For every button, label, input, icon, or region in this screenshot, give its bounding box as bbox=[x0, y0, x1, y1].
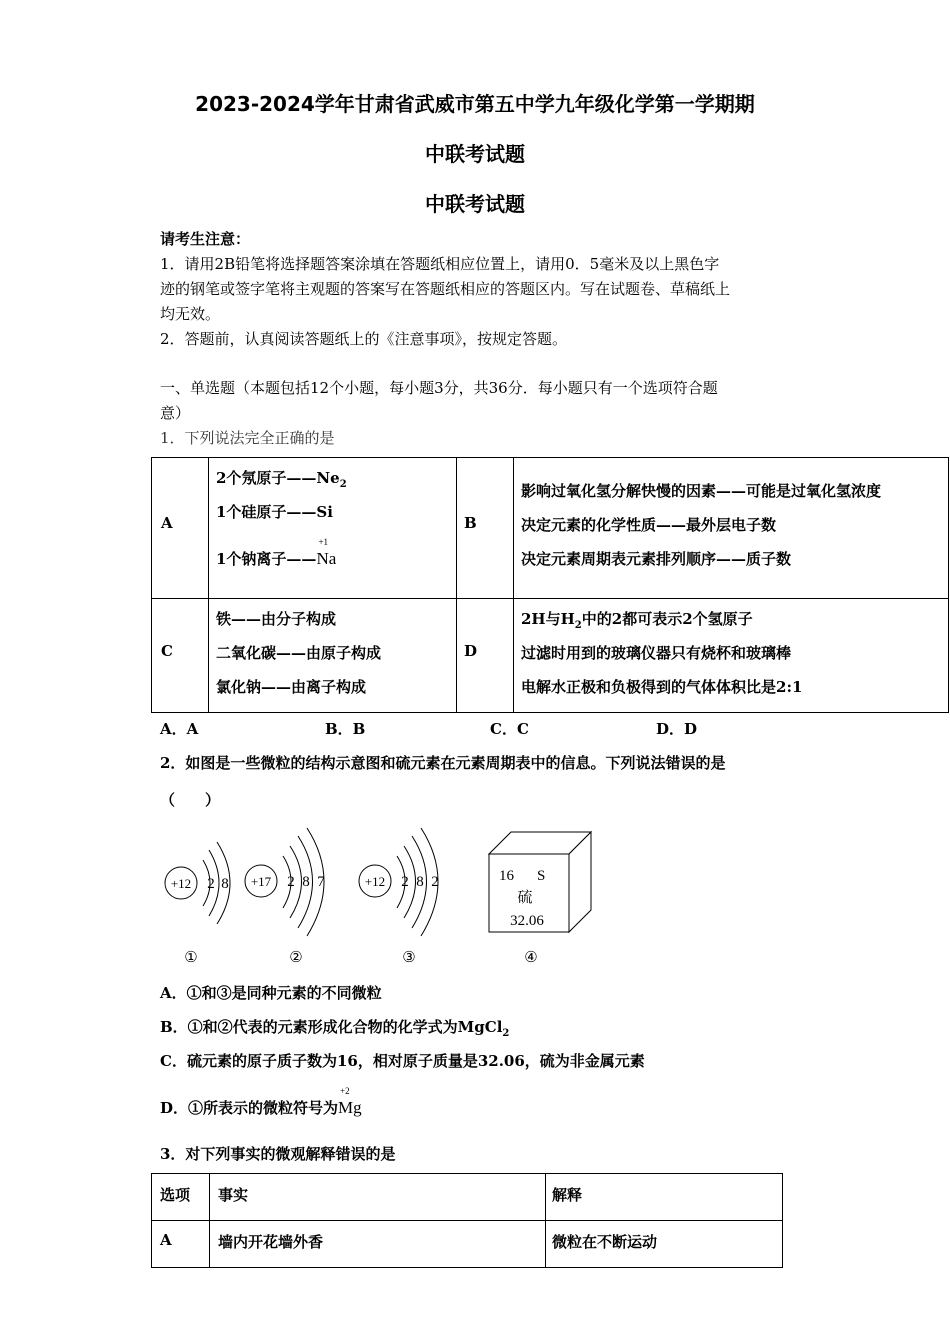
element-number: 16 bbox=[499, 868, 514, 884]
nucleus-charge: +12 bbox=[364, 874, 386, 889]
magnesium-ion-symbol: +2 Mg bbox=[338, 1086, 362, 1117]
q3-row-a-explanation: 微粒在不断运动 bbox=[552, 1233, 658, 1251]
q1-cell-c-line-2: 二氧化碳——由原子构成 bbox=[216, 644, 382, 662]
q3-header-fact: 事实 bbox=[218, 1186, 249, 1204]
section-heading-line-1: 一、单选题（本题包括12个小题，每小题3分，共36分．每小题只有一个选项符合题 bbox=[160, 379, 718, 397]
q1-cell-b-label: B bbox=[464, 514, 477, 532]
q3-row-a-fact: 墙内开花墙外香 bbox=[218, 1233, 324, 1251]
q1-cell-a-line-2: 1个硅原子——Si bbox=[216, 503, 333, 521]
notice-item-1-line-2: 迹的钢笔或签字笔将主观题的答案写在答题纸相应的答题区内。写在试题卷、草稿纸上 bbox=[160, 280, 731, 298]
q1-option-b: B．B bbox=[325, 720, 366, 738]
q3-header-explanation: 解释 bbox=[552, 1186, 583, 1204]
sodium-ion-symbol: +1 Na bbox=[316, 537, 337, 568]
q2-paren: （ ） bbox=[160, 791, 221, 809]
periodic-table-cell-sulfur bbox=[489, 832, 591, 966]
q1-cell-c-line-3: 氯化钠——由离子构成 bbox=[216, 678, 367, 696]
q2-option-a: A．①和③是同种元素的不同微粒 bbox=[160, 984, 382, 1002]
q1-cell-b-line-3: 决定元素周期表元素排列顺序——质子数 bbox=[521, 550, 792, 568]
q2-option-b: B．①和②代表的元素形成化合物的化学式为MgCl$_2$ bbox=[160, 1018, 510, 1039]
q2-stem: 2．如图是一些微粒的结构示意图和硫元素在元素周期表中的信息。下列说法错误的是 bbox=[160, 754, 726, 772]
q1-cell-c-label: C bbox=[161, 642, 173, 660]
q1-cell-d-line-2: 过滤时用到的玻璃仪器只有烧杯和玻璃棒 bbox=[521, 644, 792, 662]
shell-electrons: 8 bbox=[221, 876, 229, 892]
shell-electrons: 2 bbox=[431, 874, 439, 890]
atom-diagram-1 bbox=[165, 842, 230, 966]
q2-figure bbox=[155, 820, 615, 970]
nucleus-charge: +17 bbox=[250, 874, 272, 889]
shell-electrons: 8 bbox=[302, 874, 310, 890]
shell-electrons: 2 bbox=[207, 876, 215, 892]
shell-electrons: 7 bbox=[317, 874, 325, 890]
diagram-mark: ③ bbox=[402, 950, 416, 966]
diagram-mark: ① bbox=[184, 950, 198, 966]
q1-cell-a-line-3: 1个钠离子—— +1 Na bbox=[216, 537, 337, 568]
element-symbol: S bbox=[537, 868, 546, 884]
notice-item-2: 2．答题前，认真阅读答题纸上的《注意事项》，按规定答题。 bbox=[160, 330, 568, 348]
q1-cell-d-label: D bbox=[464, 642, 478, 660]
title-line-2: 中联考试题 bbox=[425, 142, 525, 166]
title-line-1: 2023-2024学年甘肃省武威市第五中学九年级化学第一学期期 bbox=[195, 92, 755, 116]
shell-electrons: 2 bbox=[401, 874, 409, 890]
q3-stem: 3．对下列事实的微观解释错误的是 bbox=[160, 1145, 396, 1163]
q1-cell-d-line-3: 电解水正极和负极得到的气体体积比是2:1 bbox=[521, 678, 803, 696]
q3-header-option: 选项 bbox=[160, 1186, 191, 1204]
shell-electrons: 8 bbox=[416, 874, 424, 890]
title-line-3: 中联考试题 bbox=[425, 192, 525, 216]
element-name: 硫 bbox=[517, 888, 533, 906]
q2-option-c: C．硫元素的原子质子数为16，相对原子质量是32.06，硫为非金属元素 bbox=[160, 1052, 645, 1070]
section-heading-line-2: 意） bbox=[160, 404, 191, 422]
notice-item-1-line-3: 均无效。 bbox=[160, 305, 221, 323]
q1-cell-a-label: A bbox=[161, 514, 173, 532]
q1-option-d: D．D bbox=[656, 720, 698, 738]
q1-cell-c-line-1: 铁——由分子构成 bbox=[216, 610, 337, 628]
shell-electrons: 2 bbox=[287, 874, 295, 890]
q1-option-c: C．C bbox=[490, 720, 529, 738]
atom-diagram-2 bbox=[245, 828, 325, 966]
nucleus-charge: +12 bbox=[170, 876, 192, 891]
notice-heading: 请考生注意： bbox=[160, 230, 251, 248]
q1-cell-d-line-1: 2H与$H_2$中的2都可表示2个氢原子 bbox=[521, 610, 753, 631]
q1-cell-a-line-1: 2个氖原子$——Ne_2$ bbox=[216, 469, 347, 490]
q1-cell-b-line-2: 决定元素的化学性质——最外层电子数 bbox=[521, 516, 777, 534]
notice-item-1-line-1: 1．请用2B铅笔将选择题答案涂填在答题纸相应位置上，请用0．5毫米及以上黑色字 bbox=[160, 255, 720, 273]
q2-option-d: D．①所表示的微粒符号为 +2 Mg bbox=[160, 1086, 362, 1117]
element-mass: 32.06 bbox=[510, 913, 544, 929]
q3-row-a-option: A bbox=[160, 1231, 172, 1249]
diagram-mark: ② bbox=[289, 950, 303, 966]
q1-stem: 1．下列说法完全正确的是 bbox=[160, 429, 335, 447]
diagram-mark: ④ bbox=[524, 950, 538, 966]
q1-cell-b-line-1: 影响过氧化氢分解快慢的因素——可能是过氧化氢浓度 bbox=[521, 482, 882, 500]
q1-option-a: A．A bbox=[160, 720, 199, 738]
atom-diagram-3 bbox=[359, 828, 439, 966]
